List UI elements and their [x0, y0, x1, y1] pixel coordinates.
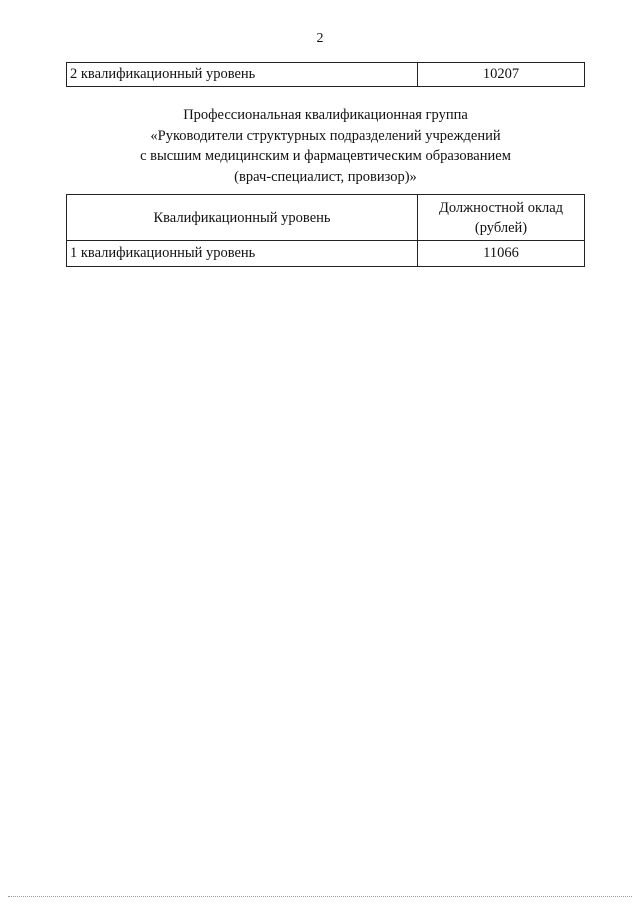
salary-header — [418, 195, 585, 241]
qualification-level-cell: 1 квалификационный уровень — [67, 241, 418, 267]
table-header-row — [67, 195, 585, 241]
salary-cell: 10207 — [418, 63, 585, 87]
scan-edge-divider — [8, 896, 632, 897]
group-heading-line: Профессиональная квалификационная группа — [183, 107, 468, 123]
page-number: 2 — [316, 31, 324, 46]
group-heading — [66, 105, 585, 187]
salary-table-continuation — [66, 62, 585, 87]
salary-header-unit: (рублей) — [474, 219, 528, 236]
qualification-level-header: Квалификационный уровень — [67, 195, 418, 241]
salary-table — [66, 194, 585, 267]
table-row — [67, 241, 585, 267]
qualification-level-cell: 2 квалификационный уровень — [67, 63, 418, 87]
salary-cell: 11066 — [418, 241, 585, 267]
salary-header-line: Должностной оклад — [438, 199, 564, 216]
group-heading-line: «Руководители структурных подразделений учреждений — [150, 127, 501, 144]
group-heading-line: с высшим медицинским и фармацевтическим образованием — [140, 148, 511, 164]
table-row — [67, 63, 585, 87]
group-heading-line: (врач-специалист, провизор)» — [234, 168, 417, 185]
